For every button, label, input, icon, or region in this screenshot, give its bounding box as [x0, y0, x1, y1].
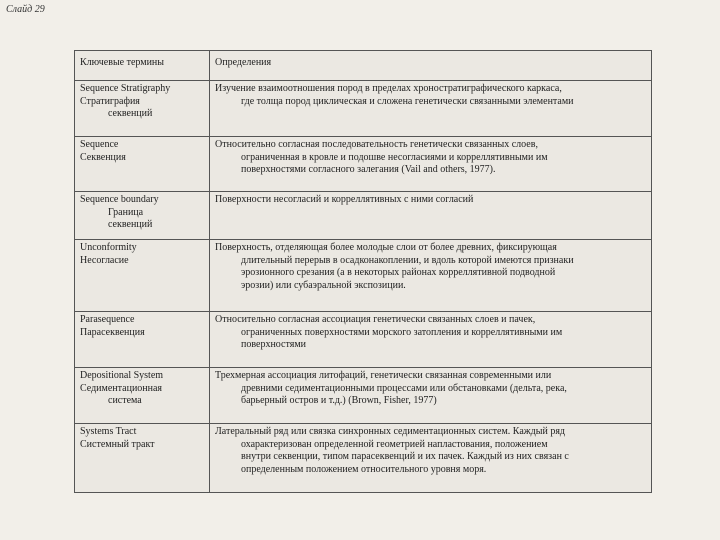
term-line: Depositional System	[80, 370, 164, 381]
definition-cell	[210, 424, 652, 493]
def-line: поверхностями	[241, 339, 307, 351]
def-line: Относительно согласная последовательность генетически связанных слоев,	[215, 139, 538, 150]
term-line: Parasequence	[80, 314, 135, 325]
term-cell	[75, 137, 210, 192]
def-line: внутри секвенции, типом парасеквенций и их пачек. Каждый из них связан с	[241, 451, 569, 463]
term-cell	[75, 81, 210, 137]
term-line: Граница	[108, 206, 144, 218]
definition-cell	[210, 312, 652, 368]
term-line: секвенций	[108, 219, 153, 231]
term-line: Парасеквенция	[80, 326, 145, 338]
term-line: Sequence Stratigraphy	[80, 83, 171, 94]
def-line: барьерный остров и т.д.) (Brown, Fisher, 1977)	[241, 395, 437, 407]
term-line: Sequence	[80, 139, 119, 150]
def-line: Поверхность, отделяющая более молодые слои от более древних, фиксирующая	[215, 242, 557, 253]
def-line: Поверхности несогласий и корреллятивных с ними согласий	[215, 194, 474, 205]
term-line: Sequence boundary	[80, 194, 159, 205]
term-line: Unconformity	[80, 242, 137, 253]
def-line: Относительно согласная ассоциация генетически связанных слоев и пачек,	[215, 314, 536, 325]
table-row	[75, 81, 652, 137]
header-definition: Определения	[210, 51, 652, 81]
term-line: Секвенция	[80, 151, 126, 163]
term-line: Systems Tract	[80, 426, 137, 437]
definition-cell	[210, 240, 652, 312]
table-row	[75, 424, 652, 493]
def-line: эрозии) или субаэральной экспозиции.	[241, 279, 406, 291]
definition-cell	[210, 368, 652, 424]
term-cell	[75, 192, 210, 240]
term-cell	[75, 424, 210, 493]
def-line: ограниченных поверхностями морского затопления и корреллятивными им	[241, 326, 563, 338]
term-cell	[75, 240, 210, 312]
def-line: древними седиментационными процессами или обстановками (дельта, река,	[241, 382, 567, 394]
def-line: Трехмерная ассоциация литофаций, генетически связанная современными или	[215, 370, 552, 381]
def-line: где толща пород циклическая и сложена генетически связанными элементами	[241, 95, 574, 107]
table-row	[75, 240, 652, 312]
definition-cell	[210, 192, 652, 240]
def-line: Изучение взаимоотношения пород в пределах хроностратиграфического каркаса,	[215, 83, 562, 94]
header-term: Ключевые термины	[75, 51, 210, 81]
term-line: Системный тракт	[80, 438, 155, 450]
term-line: Несогласие	[80, 254, 129, 266]
table-row	[75, 137, 652, 192]
definition-cell	[210, 137, 652, 192]
term-line: Седиментационная	[80, 382, 163, 394]
term-cell	[75, 368, 210, 424]
table-row	[75, 192, 652, 240]
def-line: эрозионного срезания (а в некоторых районах корреллятивной подводной	[241, 267, 556, 279]
def-line: поверхностями согласного залегания (Vail and others, 1977).	[241, 164, 496, 176]
table-header-row	[75, 51, 652, 81]
def-line: Латеральный ряд или связка синхронных седиментационных систем. Каждый ряд	[215, 426, 566, 437]
slide-number-label: Слайд 29	[6, 4, 45, 15]
table-row	[75, 312, 652, 368]
term-line: система	[108, 395, 142, 407]
term-cell	[75, 312, 210, 368]
def-line: определенным положением относительного уровня моря.	[241, 463, 487, 475]
definition-cell	[210, 81, 652, 137]
def-line: длительный перерыв в осадконакоплении, и вдоль которой имеются признаки	[241, 254, 574, 266]
term-line: Стратиграфия	[80, 95, 140, 107]
def-line: ограниченная в кровле и подошве несогласиями и корреллятивными им	[241, 151, 548, 163]
table-row	[75, 368, 652, 424]
terms-table	[74, 50, 652, 493]
term-line: секвенций	[108, 108, 153, 120]
def-line: охарактеризован определенной геометрией напластования, положением	[241, 438, 548, 450]
